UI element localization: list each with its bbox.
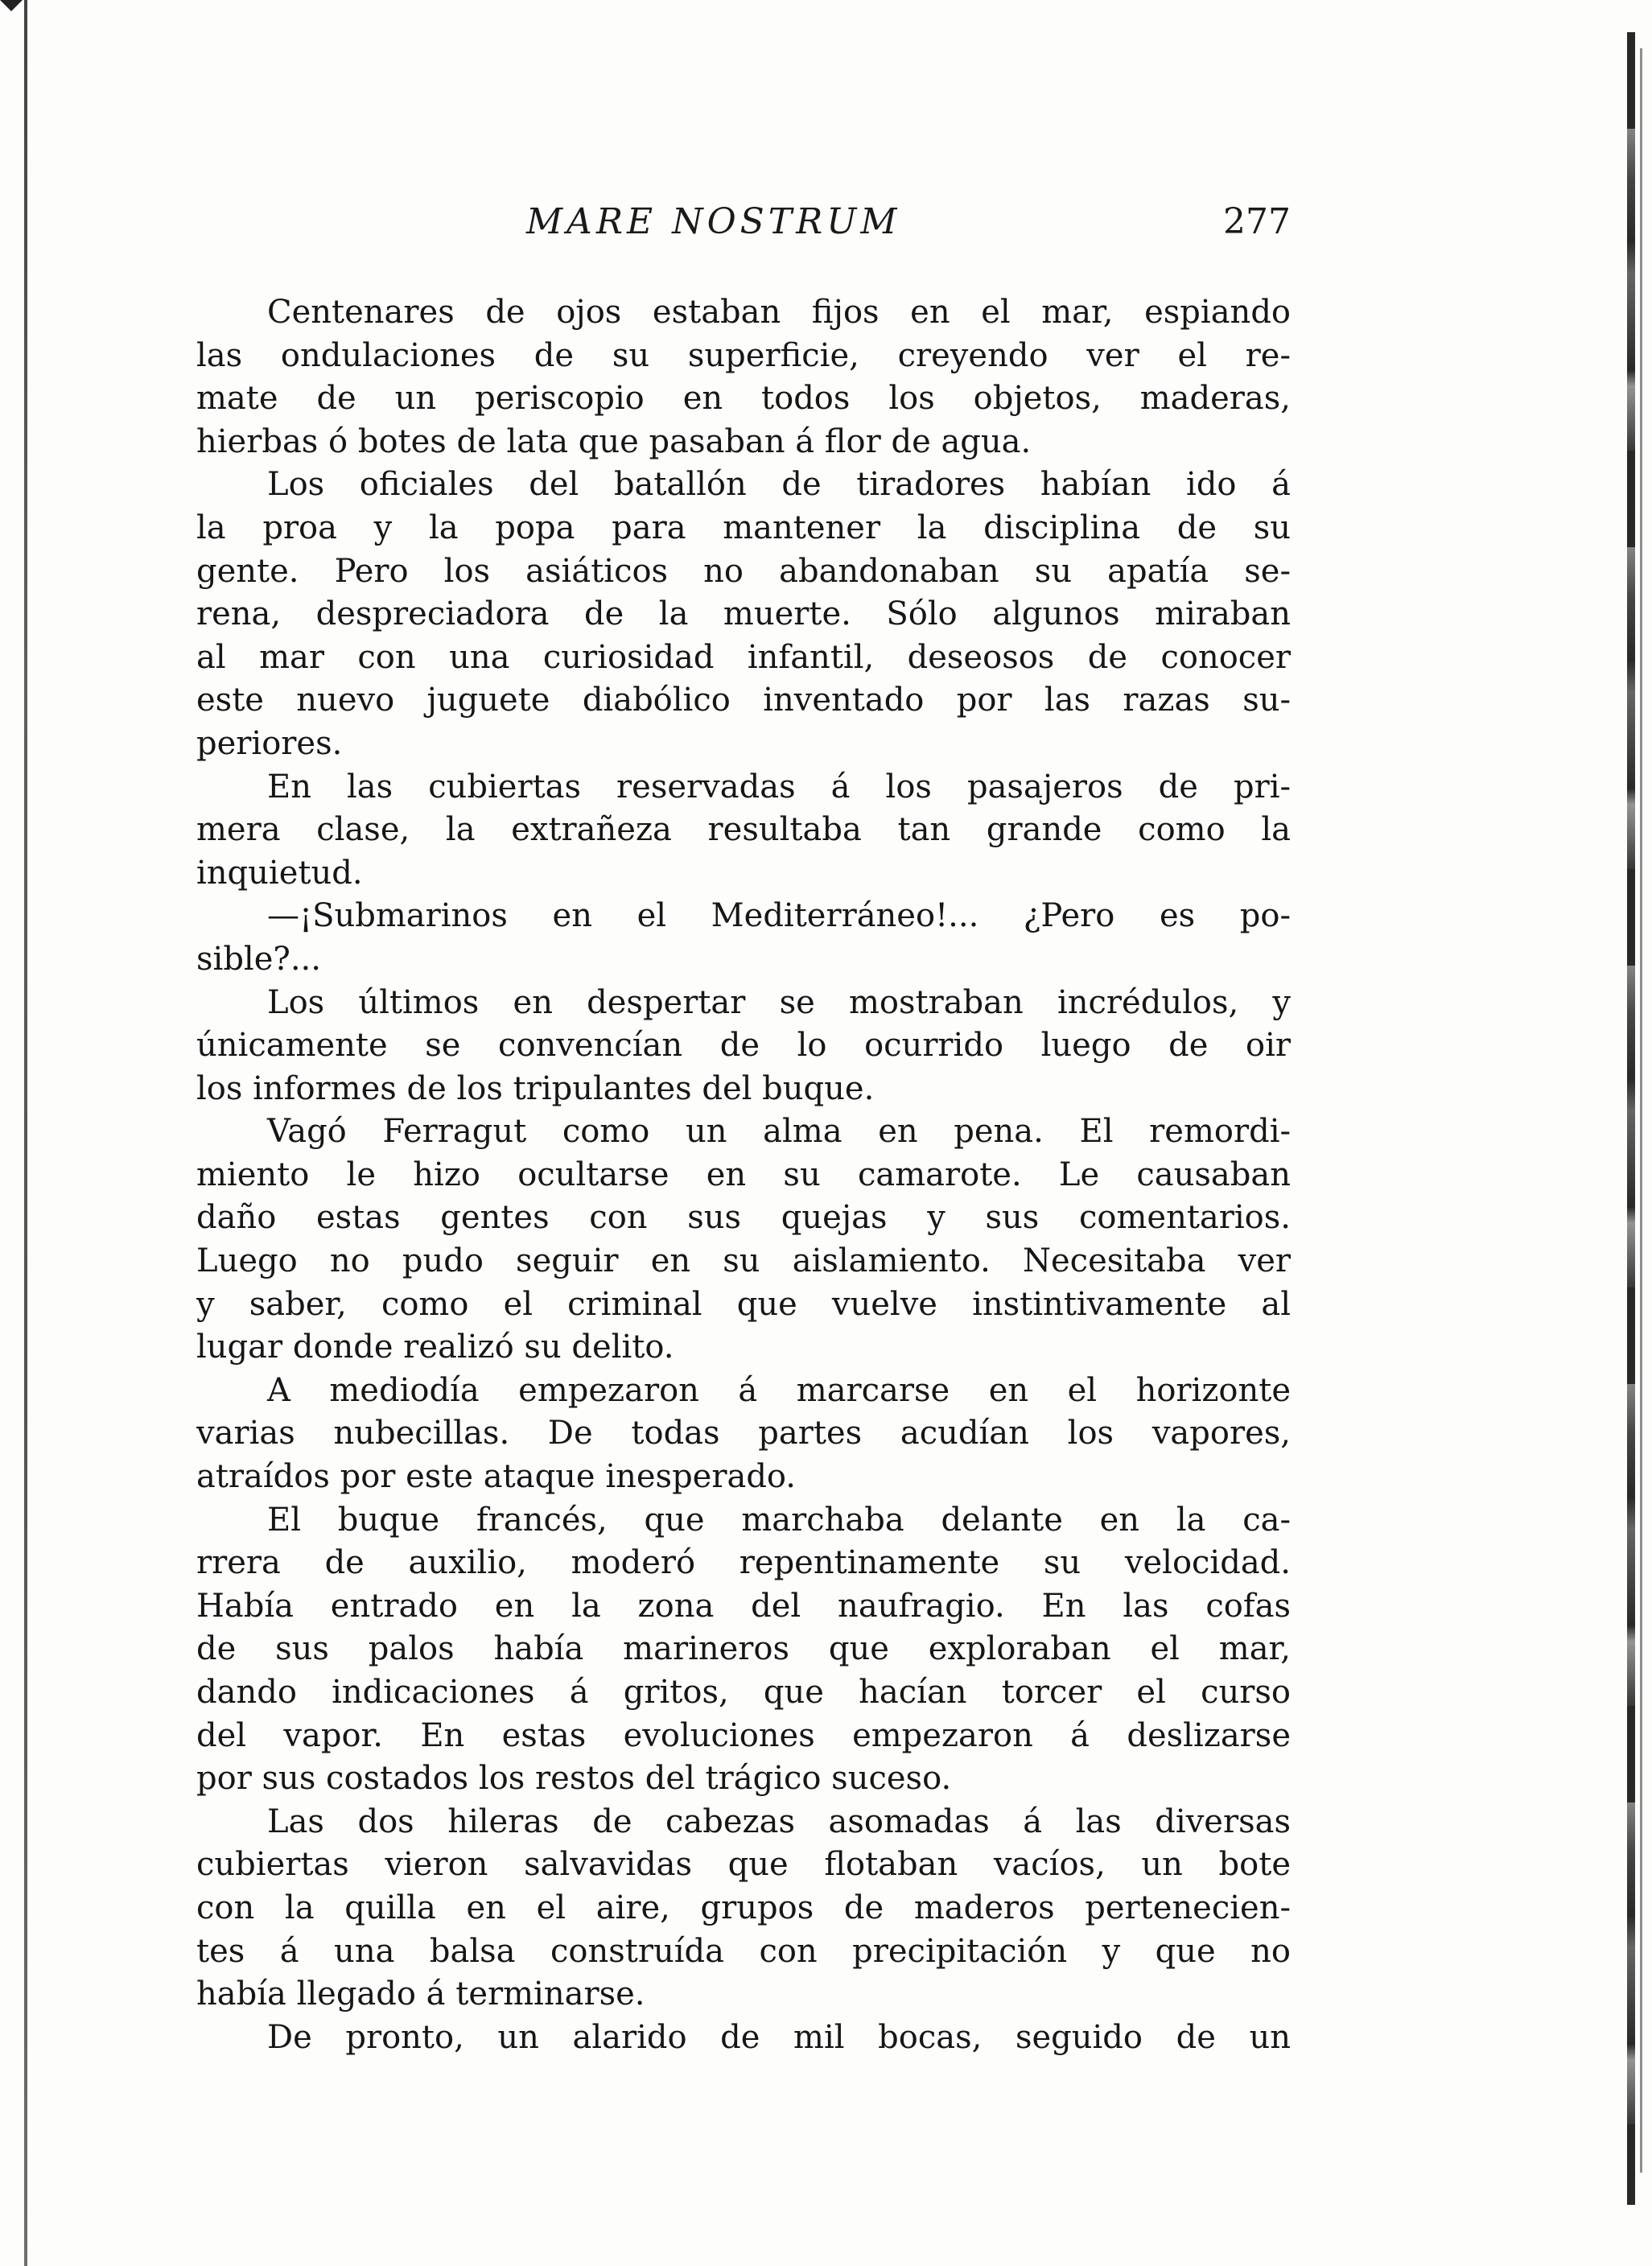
text-line: gente. Pero los asiáticos no abandonaban su apatía se- xyxy=(196,552,1291,590)
text-line: —¡Submarinos en el Mediterráneo!... ¿Pero es po- xyxy=(267,897,1291,935)
text-line: las ondulaciones de su superficie, creyendo ver el re- xyxy=(196,336,1291,374)
scan-corner-mark xyxy=(0,0,23,11)
text-line: del vapor. En estas evoluciones empezaron á deslizarse xyxy=(196,1716,1291,1754)
text-line: A mediodía empezaron á marcarse en el horizonte xyxy=(267,1371,1291,1409)
text-line: sible?... xyxy=(196,940,321,978)
text-line: hierbas ó botes de lata que pasaban á flor de agua. xyxy=(196,422,1032,460)
scan-left-edge xyxy=(24,0,27,2266)
text-line: por sus costados los restos del trágico suceso. xyxy=(196,1760,952,1798)
text-line: varias nubecillas. De todas partes acudían los vapores, xyxy=(196,1415,1291,1452)
scan-right-edge-shadow xyxy=(1640,48,1642,2173)
text-line: miento le hizo ocultarse en su camarote. Le causaban xyxy=(196,1156,1291,1193)
text-line: Centenares de ojos estaban fijos en el mar, espiando xyxy=(267,294,1291,331)
text-line: cubiertas vieron salvavidas que flotaban vacíos, un bote xyxy=(196,1846,1291,1884)
text-line: mate de un periscopio en todos los objetos, maderas, xyxy=(196,380,1291,418)
text-line: con la quilla en el aire, grupos de maderos pertenecien- xyxy=(196,1889,1291,1926)
text-line: había llegado á terminarse. xyxy=(196,1976,645,2013)
text-line: Los últimos en despertar se mostraban incrédulos, y xyxy=(267,983,1291,1021)
running-head xyxy=(196,201,1291,258)
text-line: De pronto, un alarido de mil bocas, seguido de un xyxy=(267,2018,1291,2056)
running-title: MARE NOSTRUM xyxy=(526,201,901,242)
text-line: lugar donde realizó su delito. xyxy=(196,1329,674,1366)
text-line: dando indicaciones á gritos, que hacían torcer el curso xyxy=(196,1674,1291,1711)
text-line: rrera de auxilio, moderó repentinamente su velocidad. xyxy=(196,1544,1291,1582)
page-number: 277 xyxy=(1223,201,1291,242)
text-line: este nuevo juguete diabólico inventado por las razas su- xyxy=(196,682,1291,719)
text-line: Había entrado en la zona del naufragio. En las cofas xyxy=(196,1587,1291,1625)
text-line: El buque francés, que marchaba delante en la ca- xyxy=(267,1501,1291,1539)
text-line: atraídos por este ataque inesperado. xyxy=(196,1458,797,1496)
text-line: de sus palos había marineros que exploraban el mar, xyxy=(196,1630,1291,1668)
text-line: los informes de los tripulantes del buque. xyxy=(196,1069,875,1107)
text-line: rena, despreciadora de la muerte. Sólo algunos miraban xyxy=(196,595,1291,633)
text-line: únicamente se convencían de lo ocurrido luego de oir xyxy=(196,1027,1291,1065)
text-line: tes á una balsa construída con precipitación y que no xyxy=(196,1932,1291,1970)
text-line: Luego no pudo seguir en su aislamiento. Necesitaba ver xyxy=(196,1242,1291,1280)
text-line: inquietud. xyxy=(196,854,363,892)
text-line: al mar con una curiosidad infantil, deseosos de conocer xyxy=(196,638,1291,676)
text-line: mera clase, la extrañeza resultaba tan grande como la xyxy=(196,811,1291,849)
text-line: Las dos hileras de cabezas asomadas á las diversas xyxy=(267,1802,1291,1840)
scan-right-edge xyxy=(1627,32,1635,2205)
text-line: En las cubiertas reservadas á los pasajeros de pri- xyxy=(267,768,1291,805)
text-line: daño estas gentes con sus quejas y sus comentarios. xyxy=(196,1199,1291,1237)
text-line: periores. xyxy=(196,724,343,762)
text-line: Vagó Ferragut como un alma en pena. El remordi- xyxy=(267,1113,1291,1151)
text-line: Los oficiales del batallón de tiradores habían ido á xyxy=(267,466,1291,504)
body-text xyxy=(196,291,1291,2059)
text-line: y saber, como el criminal que vuelve instintivamente al xyxy=(196,1285,1291,1323)
text-line: la proa y la popa para mantener la disciplina de su xyxy=(196,509,1291,546)
